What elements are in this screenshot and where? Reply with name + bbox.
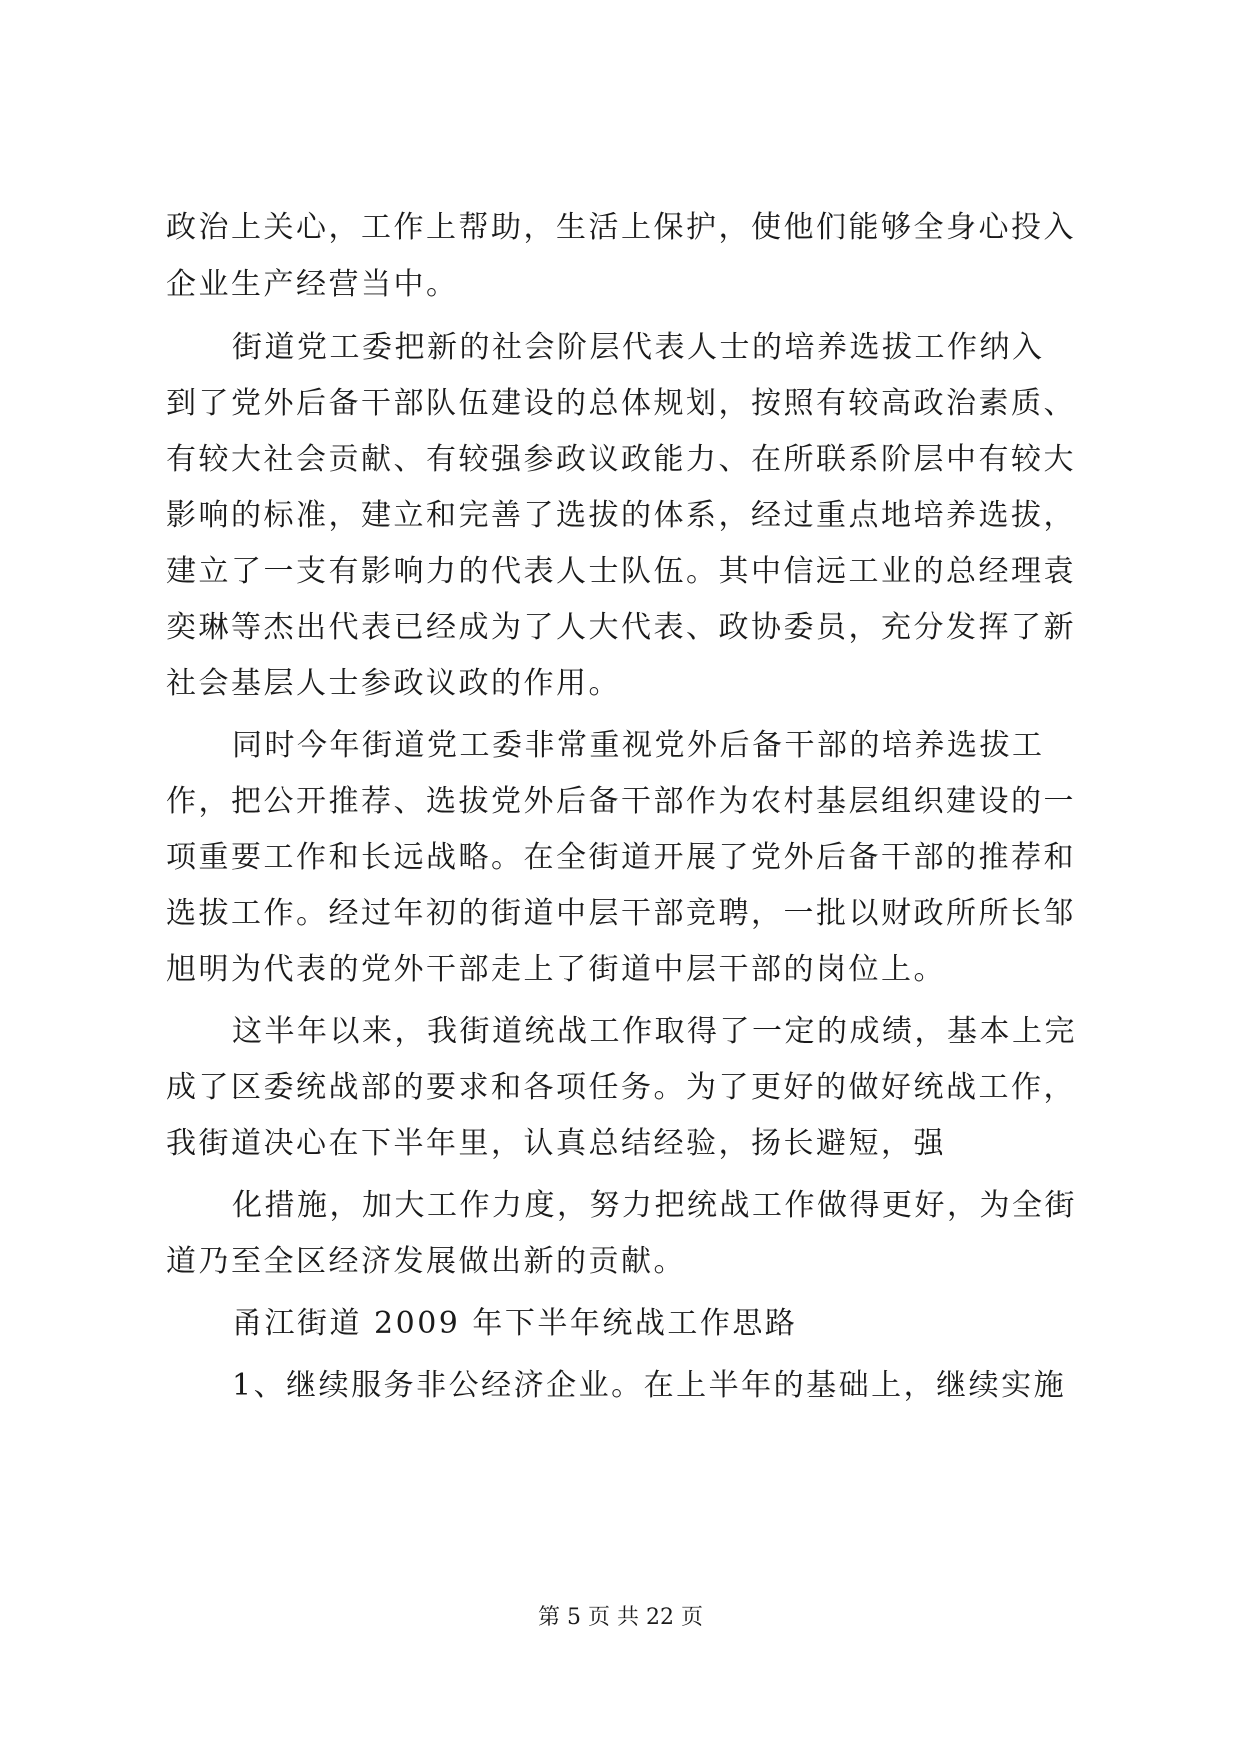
paragraph-start-line: 这半年以来，我街道统战工作取得了一定的成绩，基本上完: [232, 1014, 1077, 1049]
text-line: 成了区委统战部的要求和各项任务。为了更好的做好统战工作，: [166, 1070, 1076, 1105]
text-line: 影响的标准，建立和完善了选拔的体系，经过重点地培养选拔，: [166, 498, 1076, 533]
section-heading: 甬江街道 2009 年下半年统战工作思路: [232, 1306, 798, 1341]
paragraph-start-line: 同时今年街道党工委非常重视党外后备干部的培养选拔工: [232, 728, 1045, 763]
text-line: 到了党外后备干部队伍建设的总体规划，按照有较高政治素质、: [166, 386, 1076, 421]
text-line: 建立了一支有影响力的代表人士队伍。其中信远工业的总经理袁: [166, 554, 1076, 589]
text-line: 企业生产经营当中。: [166, 267, 459, 302]
text-line: 道乃至全区经济发展做出新的贡献。: [166, 1244, 686, 1279]
paragraph-start-line: 街道党工委把新的社会阶层代表人士的培养选拔工作纳入: [232, 330, 1045, 365]
text-line: 旭明为代表的党外干部走上了街道中层干部的岗位上。: [166, 952, 946, 987]
paragraph-start-line: 化措施，加大工作力度，努力把统战工作做得更好，为全街: [232, 1188, 1077, 1223]
text-line: 作，把公开推荐、选拔党外后备干部作为农村基层组织建设的一: [166, 784, 1076, 819]
text-line: 政治上关心，工作上帮助，生活上保护，使他们能够全身心投入: [166, 210, 1076, 245]
text-line: 我街道决心在下半年里，认真总结经验，扬长避短，强: [166, 1126, 946, 1161]
paragraph-start-line: 1、继续服务非公经济企业。在上半年的基础上，继续实施: [232, 1368, 1067, 1403]
text-line: 社会基层人士参政议政的作用。: [166, 666, 621, 701]
text-line: 选拔工作。经过年初的街道中层干部竞聘，一批以财政所所长邹: [166, 896, 1076, 931]
page-footer: 第 5 页 共 22 页: [538, 1605, 703, 1630]
text-line: 项重要工作和长远战略。在全街道开展了党外后备干部的推荐和: [166, 840, 1076, 875]
text-line: 奕琳等杰出代表已经成为了人大代表、政协委员，充分发挥了新: [166, 610, 1076, 645]
text-line: 有较大社会贡献、有较强参政议政能力、在所联系阶层中有较大: [166, 442, 1076, 477]
